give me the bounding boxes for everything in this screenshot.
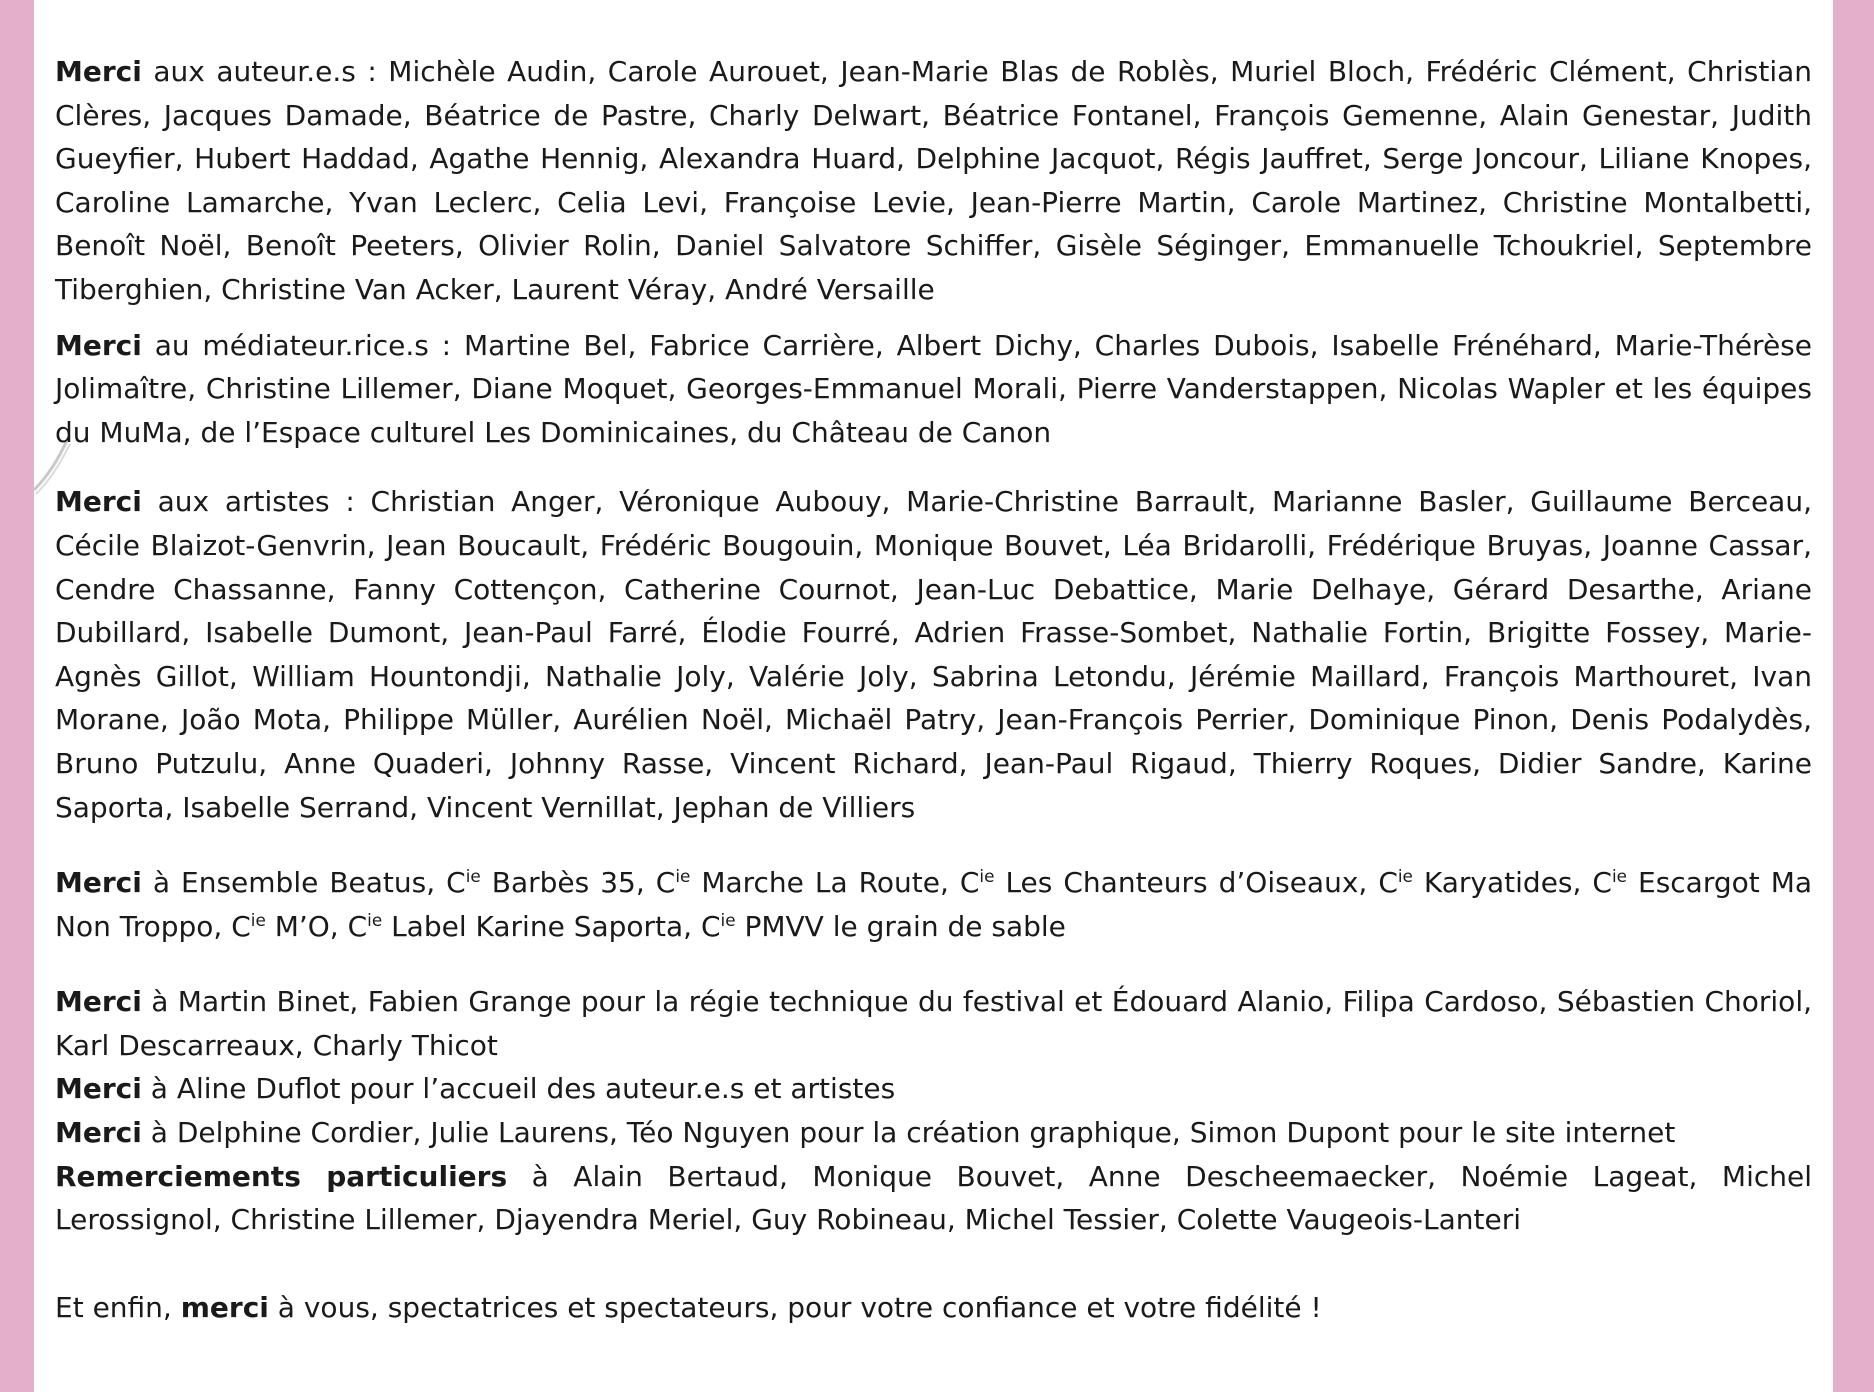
company-item: $C^{ie}$ M’O, xyxy=(231,909,348,943)
merci-label: Merci xyxy=(55,55,142,88)
special-thanks-list: à Alain Bertaud, Monique Bouvet, Anne Descheemaecker, Noémie Lageat, Michel Lerossignol, Christine Lillemer, Djayendra Meriel, Guy Robineau, Michel Tessier, Colette Vaugeois-Lanteri xyxy=(55,1159,1812,1237)
closing-text: à vous, spectatrices et spectateurs, pour votre confiance et votre fidélité ! xyxy=(268,1290,1322,1324)
company-item: $C^{ie}$ Escargot Ma Non Troppo, xyxy=(55,866,1813,943)
technical-team-paragraph xyxy=(55,980,1812,1067)
closing-intro: Et enfin, xyxy=(55,1290,181,1324)
design-paragraph xyxy=(55,1111,1812,1155)
company-item: $C^{ie}$ Marche La Route, xyxy=(655,866,960,900)
closing-merci-label: merci xyxy=(180,1290,269,1324)
authors-list: aux auteur.e.s : Michèle Audin, Carole Aurouet, Jean-Marie Blas de Roblès, Muriel Bloch, Frédéric Clément, Christian Clères, Jacques Damade, Béatrice de Pastre, Charly Delwart, Béatrice Fontanel, François Gemenne, Alain Genestar, Judith Gueyfier, Hubert Haddad, Agathe Hennig, Alexandra Huard, Delphine Jacquot, Régis Jauffret, Serge Joncour, Liliane Knopes, Caroline Lamarche, Yvan Leclerc, Celia Levi, Françoise Levie, Jean-Pierre Martin, Carole Martinez, Christine Montalbetti, Benoît Noël, Benoît Peeters, Olivier Rolin, Daniel Salvatore Schiffer, Gisèle Séginger, Emmanuelle Tchoukriel, Septembre Tiberghien, Christine Van Acker, Laurent Véray, André Versaille xyxy=(55,55,1812,306)
mediators-list: au médiateur.rice.s : Martine Bel, Fabrice Carrière, Albert Dichy, Charles Dubois, Isabelle Frénéhard, Marie-Thérèse Jolimaître, Christine Lillemer, Diane Moquet, Georges-Emmanuel Morali, Pierre Vanderstappen, Nicolas Wapler et les équipes du MuMa, de l’Espace culturel Les Dominicaines, du Château de Canon xyxy=(55,328,1812,449)
technical-team-list: à Martin Binet, Fabien Grange pour la régie technique du festival et Édouard Alanio, Filipa Cardoso, Sébastien Choriol, Karl Descarreaux, Charly Thicot xyxy=(55,985,1812,1062)
acknowledgements-text xyxy=(55,50,1812,1329)
merci-label: Merci xyxy=(55,1116,142,1150)
reception-text: à Aline Duflot pour l’accueil des auteur.e.s et artistes xyxy=(141,1072,896,1106)
company-item: $C^{ie}$ PMVV le grain de sable xyxy=(700,909,1066,943)
merci-label: Merci xyxy=(55,1072,142,1106)
design-text: à Delphine Cordier, Julie Laurens, Téo Nguyen pour la création graphique, Simon Dupont pour le site internet xyxy=(141,1116,1676,1150)
company-item: $C^{ie}$ Karyatides, xyxy=(1378,866,1593,900)
special-thanks-label: Remerciements particuliers xyxy=(55,1159,508,1193)
reception-paragraph xyxy=(55,1067,1812,1111)
closing-paragraph xyxy=(55,1286,1812,1330)
merci-label: Merci xyxy=(55,866,142,900)
companies-paragraph xyxy=(55,861,1812,948)
mediators-paragraph xyxy=(55,324,1812,455)
company-item: $C^{ie}$ Barbès 35, xyxy=(446,866,656,900)
merci-label: Merci xyxy=(55,328,142,362)
company-item: $C^{ie}$ Les Chanteurs d’Oiseaux, xyxy=(959,866,1379,900)
artists-paragraph xyxy=(55,480,1812,829)
authors-paragraph xyxy=(55,50,1812,312)
merci-label: Merci xyxy=(55,985,142,1019)
merci-label: Merci xyxy=(55,485,142,519)
special-thanks-paragraph xyxy=(55,1155,1812,1242)
company-item: $C^{ie}$ Label Karine Saporta, xyxy=(347,909,701,943)
artists-list: aux artistes : Christian Anger, Véronique Aubouy, Marie-Christine Barrault, Marianne Basler, Guillaume Berceau, Cécile Blaizot-Genvrin, Jean Boucault, Frédéric Bougouin, Monique Bouvet, Léa Bridarolli, Frédérique Bruyas, Joanne Cassar, Cendre Chassanne, Fanny Cottençon, Catherine Cournot, Jean-Luc Debattice, Marie Delhaye, Gérard Desarthe, Ariane Dubillard, Isabelle Dumont, Jean-Paul Farré, Élodie Fourré, Adrien Frasse-Sombet, Nathalie Fortin, Brigitte Fossey, Marie-Agnès Gillot, William Hountondji, Nathalie Joly, Valérie Joly, Sabrina Letondu, Jérémie Maillard, François Marthouret, Ivan Morane, João Mota, Philippe Müller, Aurélien Noël, Michaël Patry, Jean-François Perrier, Dominique Pinon, Denis Podalydès, Bruno Putzulu, Anne Quaderi, Johnny Rasse, Vincent Richard, Jean-Paul Rigaud, Thierry Roques, Didier Sandre, Karine Saporta, Isabelle Serrand, Vincent Vernillat, Jephan de Villiers xyxy=(55,485,1812,824)
companies-intro: à Ensemble Beatus, xyxy=(141,866,447,900)
page-sheet xyxy=(34,0,1833,1392)
